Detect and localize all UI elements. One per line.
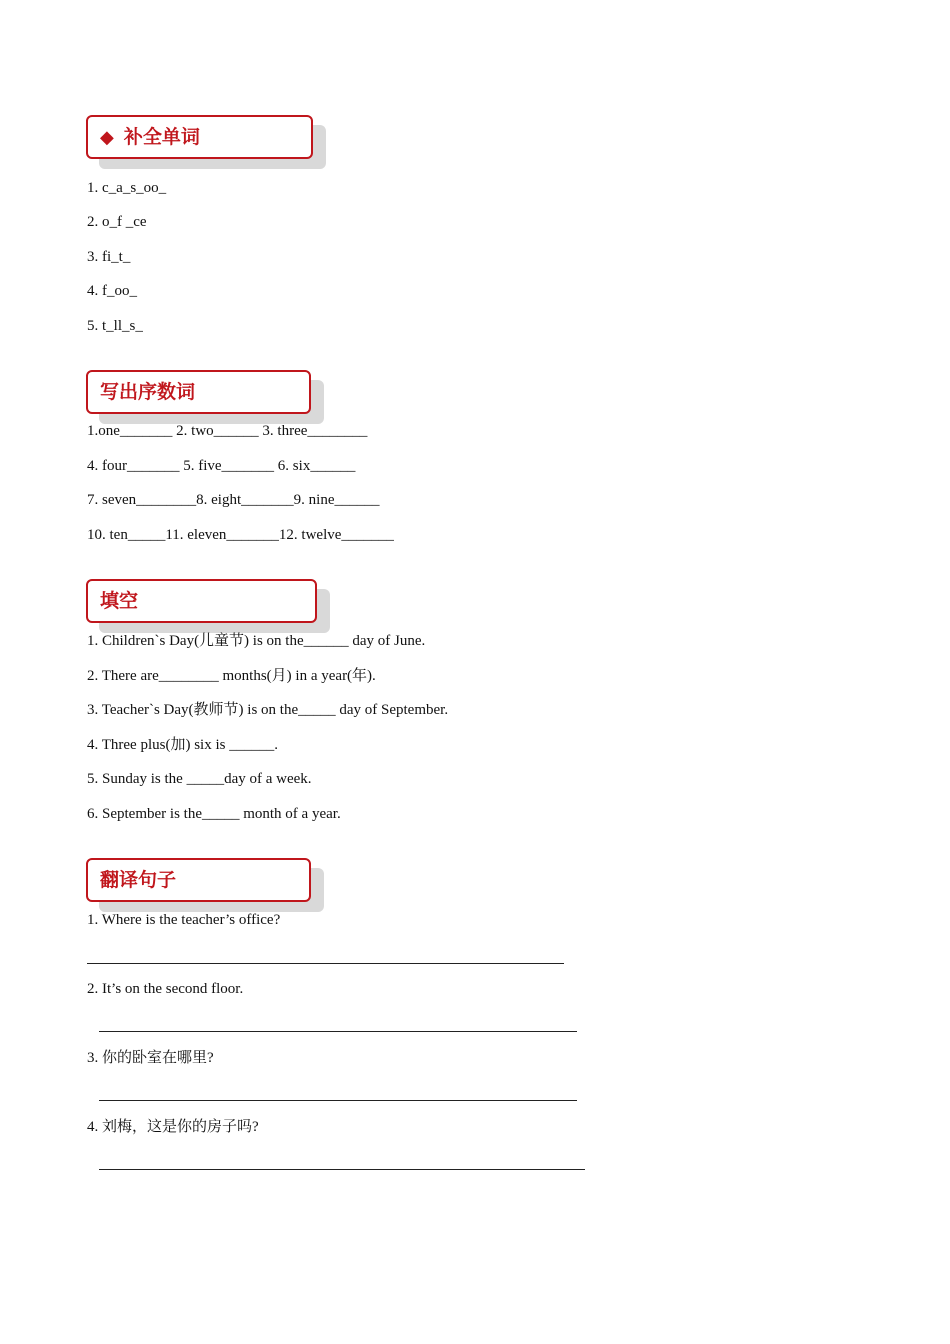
translate-item: 1. Where is the teacher’s office? xyxy=(87,912,281,928)
translate-item: 3. 你的卧室在哪里? xyxy=(87,1050,214,1066)
translate-item: 2. It’s on the second floor. xyxy=(87,981,244,997)
blank-item: 5. Sunday is the _____day of a week. xyxy=(87,771,312,787)
section-heading-blanks xyxy=(86,579,317,623)
answer-line[interactable] xyxy=(99,1100,577,1101)
diamond-icon: ◆ xyxy=(100,127,114,148)
blank-item: 1. Children`s Day(儿童节) is on the______ day of June. xyxy=(87,633,426,649)
translate-item: 4. 刘梅，这是你的房子吗? xyxy=(87,1119,259,1135)
section-title: 写出序数词 xyxy=(100,381,196,403)
answer-line[interactable] xyxy=(99,1169,585,1170)
section-title: 翻译句子 xyxy=(100,869,177,891)
ordinal-row: 1.one_______ 2. two______ 3. three________ xyxy=(87,423,368,439)
section-heading-ordinals xyxy=(86,370,311,414)
ordinal-row: 10. ten_____11. eleven_______12. twelve_______ xyxy=(87,527,394,543)
answer-line[interactable] xyxy=(99,1031,577,1032)
section-title: 补全单词 xyxy=(123,126,200,148)
fill-word-item: 4. f_oo_ xyxy=(87,283,137,299)
fill-word-item: 3. fi_t_ xyxy=(87,249,131,265)
answer-line[interactable] xyxy=(87,963,564,964)
section-heading-translate xyxy=(86,858,311,902)
ordinal-row: 7. seven________8. eight_______9. nine______ xyxy=(87,492,380,508)
fill-word-item: 1. c_a_s_oo_ xyxy=(87,180,167,196)
section-heading-fill-words xyxy=(86,115,313,159)
ordinal-row: 4. four_______ 5. five_______ 6. six______ xyxy=(87,458,356,474)
fill-word-item: 5. t_ll_s_ xyxy=(87,318,143,334)
blank-item: 2. There are________ months(月) in a year(年). xyxy=(87,668,376,684)
fill-word-item: 2. o_f _ce xyxy=(87,214,147,230)
section-title: 填空 xyxy=(100,590,139,612)
blank-item: 6. September is the_____ month of a year. xyxy=(87,806,341,822)
blank-item: 4. Three plus(加) six is ______. xyxy=(87,737,278,753)
blank-item: 3. Teacher`s Day(教师节) is on the_____ day of September. xyxy=(87,702,449,718)
